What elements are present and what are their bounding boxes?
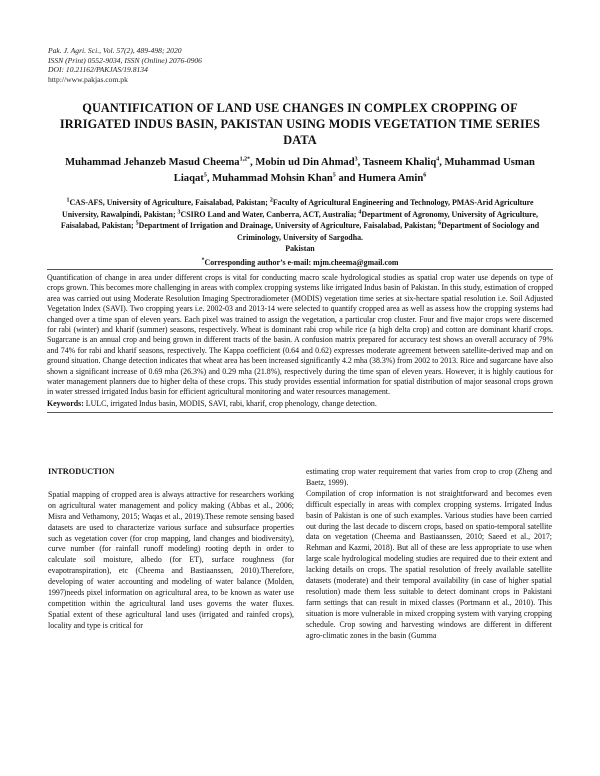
author: Muhammad Jehanzeb Masud Cheema$^{1,2*}$,: [65, 156, 256, 168]
keywords-label: Keywords:: [47, 398, 84, 408]
affiliation: $^4$Department of Agronomy, University of Agriculture, Faisalabad, Pakistan;: [60, 208, 538, 231]
affiliation: $^1$CAS-AFS, University of Agriculture, Faisalabad, Pakistan;: [66, 197, 270, 207]
intro-paragraph: Spatial mapping of cropped area is always attractive for researchers working on agricultural water management and policy making (Abbas et al., 2006; Misra and Vethamony, 2015; Waqas et al., 2019).These remote sensing based datasets are used to characterize various surface and subsurface properties such as vegetation cover (for crop mapping, land changes and biodiversity), curve number (for rainfall runoff modeling) rooting depth in order to calculate soil moisture, albedo (for ET), surface roughness (for evapotranspiration), etc (Cheema and Bastiaanssen, 2010).Therefore, developing of water accounting and modeling of water balance (Molden, 1997)needs pixel information on agricultural area, to be known as water use competition within the agricultural land uses governs the water fluxes. Spatial extent of these agricultural land uses (irrigated and rainfed crops), locality and type is critical for: [48, 489, 294, 630]
section-heading: INTRODUCTION: [48, 467, 115, 476]
abstract-box: [47, 269, 553, 413]
journal-header: [48, 46, 202, 84]
journal-citation: Pak. J. Agri. Sci., Vol. 57(2), 489-498; 2020: [48, 46, 182, 55]
journal-doi: DOI: 10.21162/PAKJAS/19.8134: [48, 65, 148, 75]
affiliation-country: Pakistan: [285, 244, 315, 254]
journal-url[interactable]: http://www.pakjas.com.pk: [48, 74, 128, 84]
author: Mobin ud Din Ahmad$^3$,: [255, 156, 363, 168]
affiliation: $^2$Faculty of Agricultural Engineering and Technology, PMAS-Arid Agriculture University, Rawalpindi, Pakistan;: [62, 197, 534, 219]
right-column: [306, 467, 552, 642]
intro-paragraph: Compilation of crop information is not straightforward and becomes even difficult especially in areas with complex cropping systems. Irrigated Indus basin of Pakistan is one of such examples. Various studies have been carried out during the last decade to discern crops, based on spatio-temporal satellite data on vegetation (Cheema and Bastiaanssen, 2010; Saeed et al., 2017; Rehman and Kazmi, 2018). But all of these are less appropriate to use when large scale hydrological modeling studies are required due to their extent and lacking details on crops. The spatial resolution of freely available satellite datasets (moderate) and their temporal availability (in case of higher spatial resolution) made them less suitable to detect dominant crops in Pakistani farm settings that can result in mixed classes (Portmann et al., 2010). This situation is more vulnerable in mixed cropping system with varying cropping schedule. Crop sowing and harvesting windows are different in different agro-climatic zones in the basin (Gumma: [306, 488, 552, 640]
keywords-text: LULC, irrigated Indus basin, MODIS, SAVI, rabi, kharif, crop phenology, change detection.: [83, 398, 377, 408]
left-column: [48, 467, 294, 632]
affiliations: [48, 197, 552, 269]
intro-paragraph: estimating crop water requirement that varies from crop to crop (Zheng and Baetz, 1999).: [306, 467, 552, 487]
author: Muhammad Mohsin Khan$^5$ and: [212, 172, 359, 184]
affiliation: $^6$Department of Sociology and Criminology, University of Sargodha.: [236, 220, 540, 242]
author: Humera Amin$^6$: [358, 172, 427, 184]
author-list: [55, 155, 545, 187]
affiliation: $^5$Department of Irrigation and Drainage, University of Agriculture, Faisalabad, Pakistan;: [135, 220, 439, 231]
journal-issn: ISSN (Print) 0552-9034, ISSN (Online) 2076-0906: [48, 55, 202, 65]
author: Tasneem Khaliq$^4$,: [362, 156, 445, 168]
author: Muhammad Usman Liaqat$^5$,: [173, 157, 535, 184]
affiliation: $^3$CSIRO Land and Water, Canberra, ACT, Australia;: [177, 208, 359, 219]
paper-title: QUANTIFICATION OF LAND USE CHANGES IN COMPLEX CROPPING OF IRRIGATED INDUS BASIN, PAKISTAN USING MODIS VEGETATION TIME SERIES DATA: [59, 101, 541, 147]
keywords: [47, 399, 553, 409]
abstract-text: Quantification of change in area under different crops is vital for conducting macro scale hydrological studies as spatial crop water use depends on type of crops grown. This becomes more challenging in areas with complex cropping systems like irrigated Indus basin of Pakistan. In this study, estimation of cropped area was carried out using Moderate Resolution Imaging Spectroradiometer (MODIS) vegetation time series at six-hectare spatial resolution i.e. Soil Adjusted Vegetation Index (SAVI). Two cropping years i.e. 2002-03 and 2013-14 were selected to quantify cropped area as well as assess how the cropping systems had changed over a time span of eleven years. Each pixel was trained to assign the vegetation, a particular crop cluster. Four and five major crops were discerned for rabi (winter) and kharif (summer) seasons, respectively. Wheat is dominant rabi crop while rice (a high delta crop) and cotton are dominant kharif crops. Sugarcane is an annual crop and being grown in different tracts of the basin. A confusion matrix prepared for accuracy test shows an overall accuracy of 79% and 74% for rabi and kharif seasons, respectively. The Kappa coefficient (0.64 and 0.62) expresses moderate agreement between satellite-derived map and on ground situation. Change detection indicates that wheat area has been increased significantly 4.2 mha (38.3%) from 2002 to 2013. Rice and sugarcane have also shown a significant increase of 0.69 mha (26.3%) and 0.29 mha (21.8%), respectively during the time span of eleven years. However, it is highly cautious for water management planners due to higher delta of these crops. This study provides essential information for spatial distribution of major seasonal crops grown in water stressed irrigated Indus basin for efficient agricultural monitoring and water resources management.: [47, 273, 553, 397]
corresponding-author: *Corresponding author’s e-mail: mjm.cheema@gmail.com: [201, 257, 399, 267]
